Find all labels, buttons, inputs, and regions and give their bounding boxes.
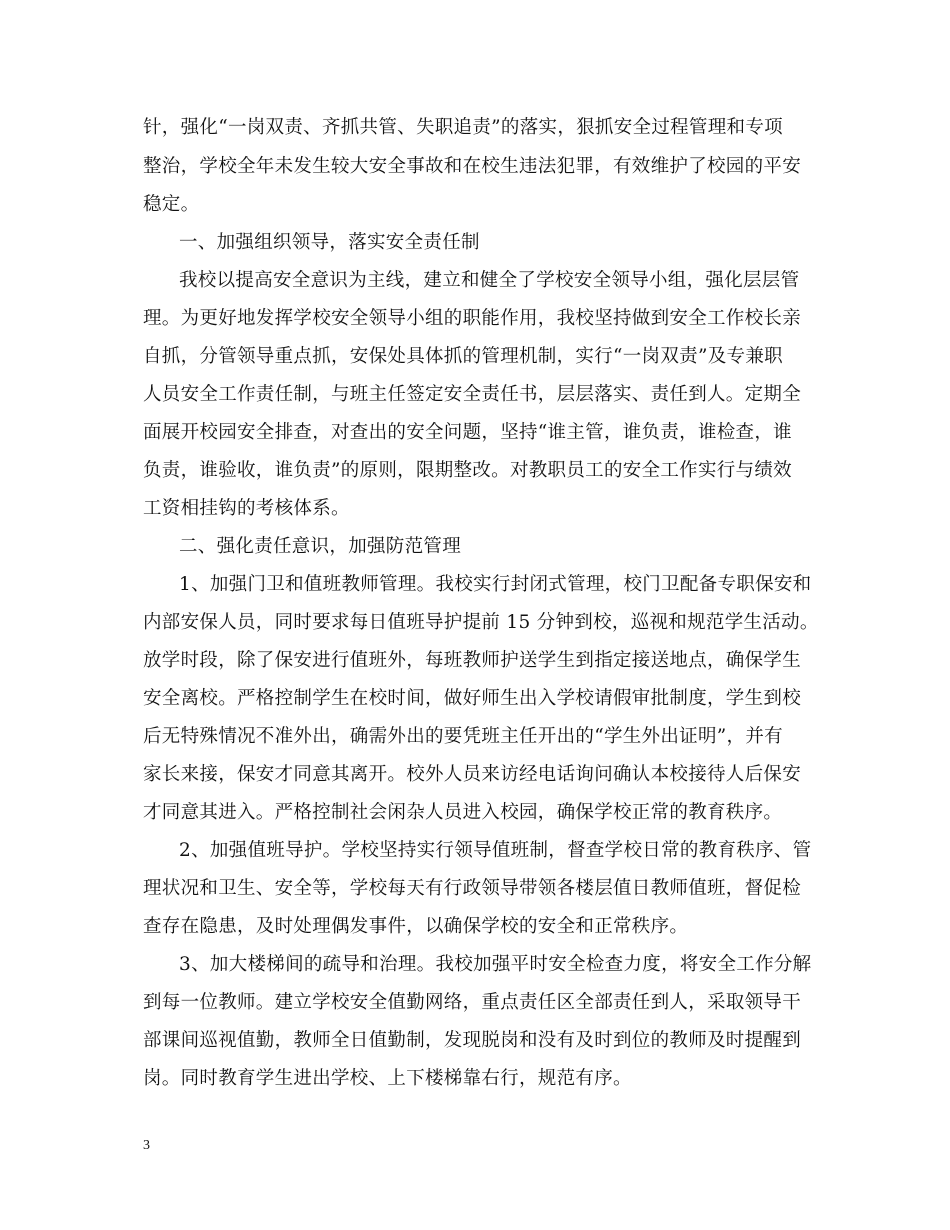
text-line: 负责，谁验收，谁负责”的原则，限期整改。对教职员工的安全工作实行与绩效: [143, 460, 792, 481]
text-line: 整治，学校全年未发生较大安全事故和在校生违法犯罪，有效维护了校园的平安: [143, 156, 802, 177]
text-line: 到每一位教师。建立学校安全值勤网络，重点责任区全部责任到人，采取领导干: [143, 992, 802, 1013]
text-line: 自抓，分管领导重点抓，安保处具体抓的管理机制，实行“一岗双责”及专兼职: [143, 346, 783, 367]
page-number: 3: [143, 1138, 150, 1153]
text-line: 稳定。: [143, 194, 200, 215]
text-line: 部课间巡视值勤，教师全日值勤制，发现脱岗和没有及时到位的教师及时提醒到: [143, 1030, 802, 1051]
text-line: 岗。同时教育学生进出学校、上下楼梯靠右行，规范有序。: [143, 1068, 632, 1089]
text-line: 人员安全工作责任制，与班主任签定安全责任书，层层落实、责任到人。定期全: [143, 384, 802, 405]
text-line: 1、加强门卫和值班教师管理。我校实行封闭式管理，校门卫配备专职保安和: [179, 574, 812, 595]
text-line: 针，强化“一岗双责、齐抓共管、失职追责”的落实，狠抓安全过程管理和专项: [143, 117, 783, 138]
text-line: 安全离校。严格控制学生在校时间，做好师生出入学校请假审批制度，学生到校: [143, 688, 802, 709]
text-line: 理。为更好地发挥学校安全领导小组的职能作用，我校坚持做到安全工作校长亲: [143, 308, 802, 329]
text-line: 我校以提高安全意识为主线，建立和健全了学校安全领导小组，强化层层管: [179, 270, 800, 291]
section-heading: 二、强化责任意识，加强防范管理: [179, 536, 462, 557]
text-line: 放学时段，除了保安进行值班外，每班教师护送学生到指定接送地点，确保学生: [143, 650, 802, 671]
text-line: 才同意其进入。严格控制社会闲杂人员进入校园，确保学校正常的教育秩序。: [143, 802, 783, 823]
text-line: 2、加强值班导护。学校坚持实行领导值班制，督查学校日常的教育秩序、管: [179, 840, 812, 861]
text-line: 面展开校园安全排查，对查出的安全问题，坚持“谁主管，谁负责，谁检查，谁: [143, 422, 792, 443]
text-line: 内部安保人员，同时要求每日值班导护提前 15 分钟到校，巡视和规范学生活动。: [143, 612, 819, 633]
section-heading: 一、加强组织领导，落实安全责任制: [179, 232, 480, 253]
text-line: 查存在隐患，及时处理偶发事件，以确保学校的安全和正常秩序。: [143, 916, 689, 937]
text-line: 3、加大楼梯间的疏导和治理。我校加强平时安全检查力度，将安全工作分解: [179, 954, 812, 975]
text-line: 工资相挂钩的考核体系。: [143, 498, 350, 519]
text-line: 理状况和卫生、安全等，学校每天有行政领导带领各楼层值日教师值班，督促检: [143, 878, 802, 899]
text-line: 家长来接，保安才同意其离开。校外人员来访经电话询问确认本校接待人后保安: [143, 764, 802, 785]
text-line: 后无特殊情况不准外出，确需外出的要凭班主任开出的“学生外出证明”，并有: [143, 726, 783, 747]
